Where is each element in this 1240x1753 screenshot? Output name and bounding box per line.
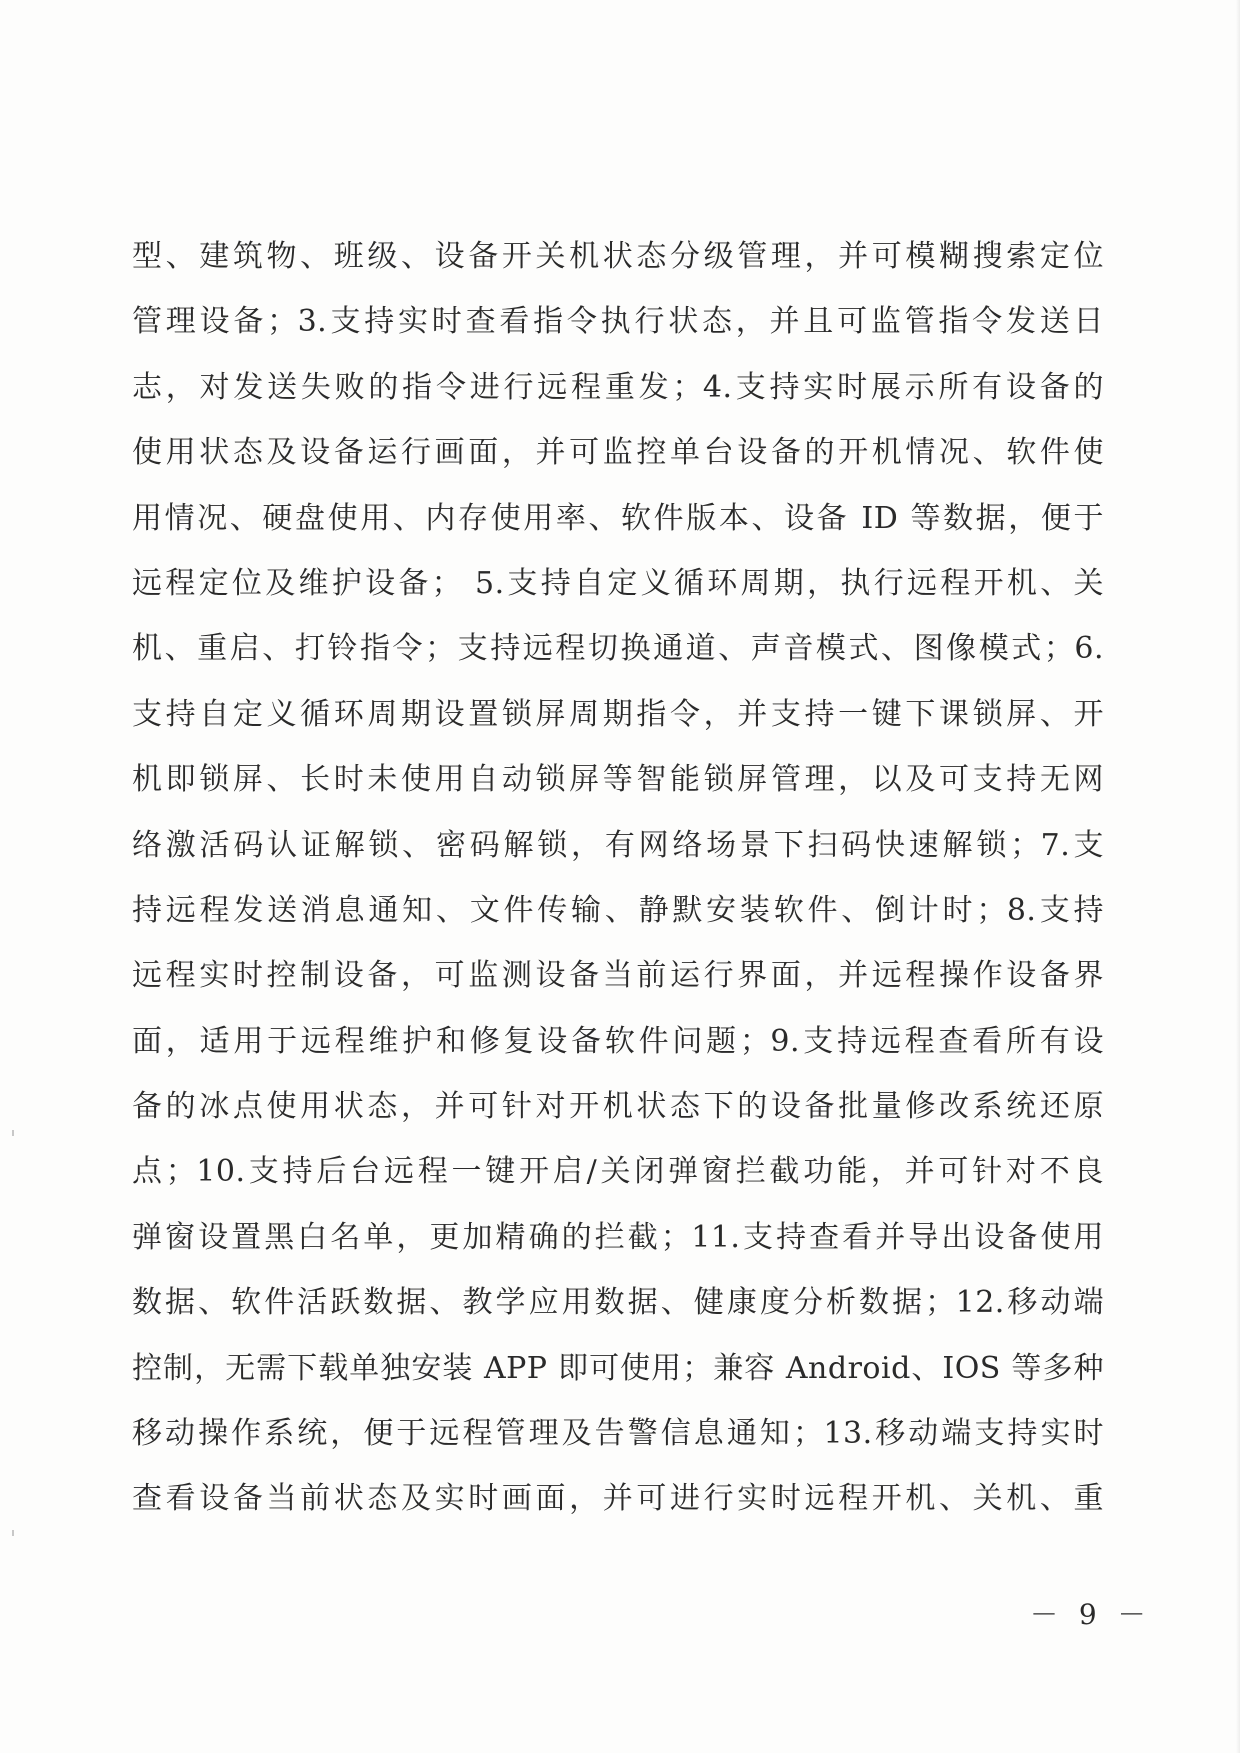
text-line: 使用状态及设备运行画面，并可监控单台设备的开机情况、软件使: [132, 435, 1104, 471]
text-line: 备的冰点使用状态，并可针对开机状态下的设备批量修改系统还原: [132, 1089, 1104, 1125]
body-paragraph: [132, 237, 1104, 1545]
text-line: 数据、软件活跃数据、教学应用数据、健康度分析数据；12.移动端: [132, 1285, 1104, 1321]
page-number: － 9 －: [1030, 1598, 1152, 1631]
text-line: 点；10.支持后台远程一键开启/关闭弹窗拦截功能，并可针对不良: [132, 1154, 1104, 1190]
text-line: 志，对发送失败的指令进行远程重发；4.支持实时展示所有设备的: [132, 369, 1104, 405]
text-line: 支持自定义循环周期设置锁屏周期指令，并支持一键下课锁屏、开: [132, 696, 1104, 732]
scan-mark: [12, 1130, 14, 1136]
text-line: 管理设备；3.支持实时查看指令执行状态，并且可监管指令发送日: [132, 304, 1104, 340]
page-edge-shadow: [1236, 0, 1240, 1753]
text-line: 型、建筑物、班级、设备开关机状态分级管理，并可模糊搜索定位: [132, 239, 1104, 274]
text-line: 用情况、硬盘使用、内存使用率、软件版本、设备 ID 等数据，便于: [132, 500, 1104, 536]
text-line: 查看设备当前状态及实时画面，并可进行实时远程开机、关机、重: [132, 1481, 1104, 1517]
text-line: 持远程发送消息通知、文件传输、静默安装软件、倒计时；8.支持: [132, 892, 1104, 928]
text-line: 移动操作系统，便于远程管理及告警信息通知；13.移动端支持实时: [132, 1416, 1104, 1452]
text-line: 远程实时控制设备，可监测设备当前运行界面，并远程操作设备界: [132, 958, 1104, 994]
text-line: 远程定位及维护设备； 5.支持自定义循环周期，执行远程开机、关: [132, 565, 1104, 601]
text-line: 络激活码认证解锁、密码解锁，有网络场景下扫码快速解锁；7.支: [132, 827, 1104, 863]
text-line: 弹窗设置黑白名单，更加精确的拦截；11.支持查看并导出设备使用: [132, 1219, 1104, 1255]
text-line: 面，适用于远程维护和修复设备软件问题；9.支持远程查看所有设: [132, 1023, 1104, 1059]
text-line: 机、重启、打铃指令；支持远程切换通道、声音模式、图像模式；6.: [132, 631, 1104, 667]
scan-mark: [12, 1530, 14, 1536]
text-line: 机即锁屏、长时未使用自动锁屏等智能锁屏管理，以及可支持无网: [132, 762, 1104, 798]
text-line: 控制，无需下载单独安装 APP 即可使用；兼容 Android、IOS 等多种: [132, 1350, 1104, 1386]
